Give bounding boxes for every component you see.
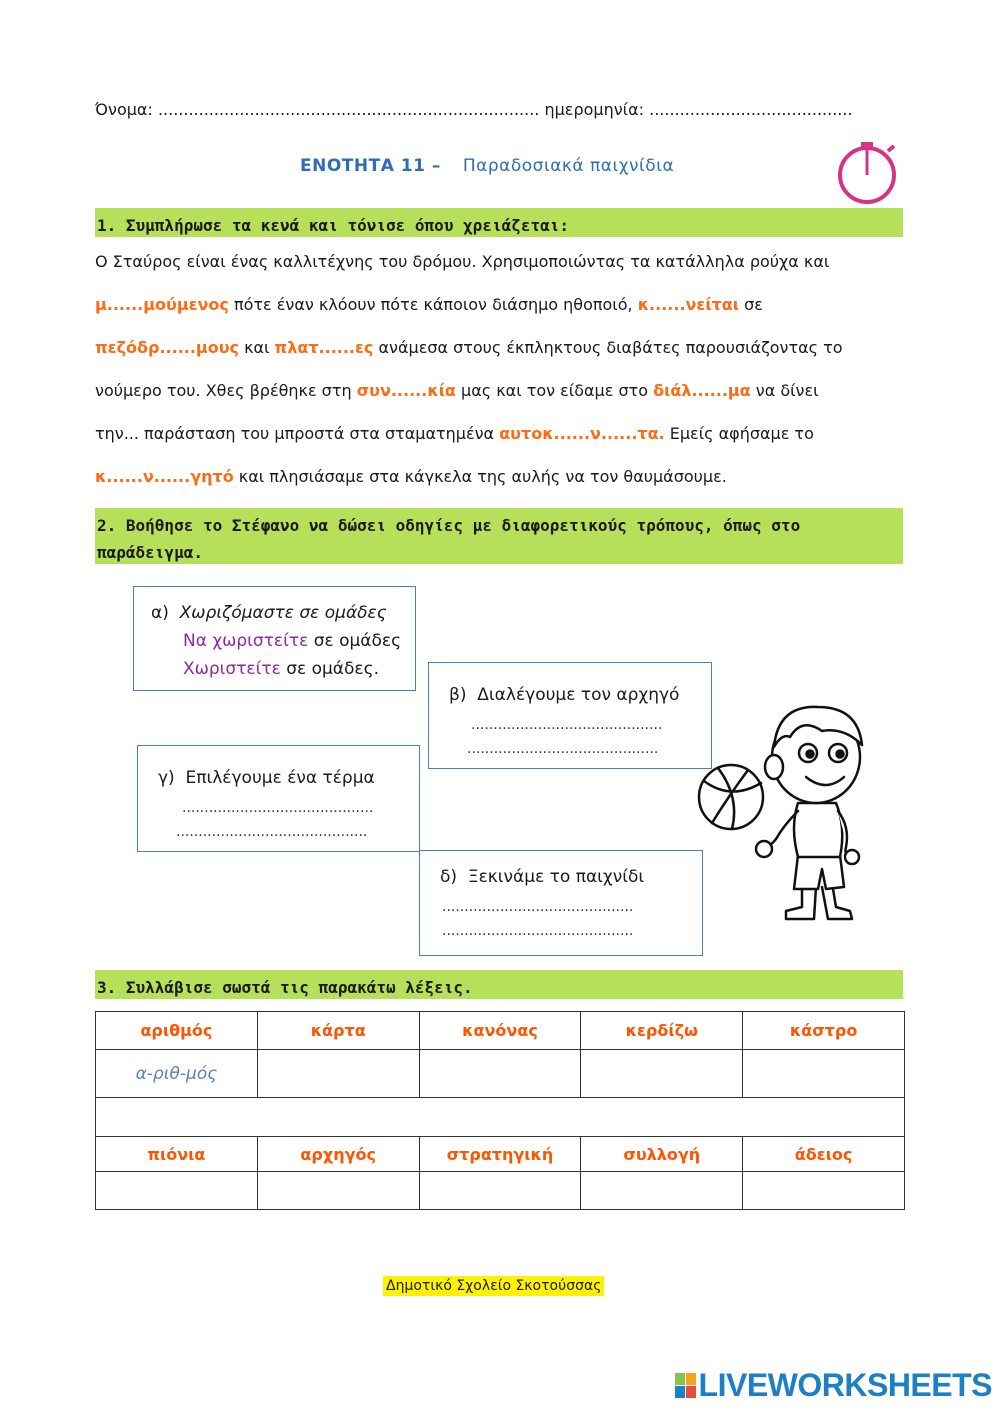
blank-word[interactable]: μ......μούμενος [95,295,229,314]
boy-basketball-illustration [694,697,906,927]
exercise-1-text [95,240,910,498]
box-label: β) [449,685,467,705]
answer-line[interactable]: ........................................... [176,824,368,840]
box-label: γ) [158,768,175,788]
spacer-cell [96,1098,905,1137]
instruction-box-a [133,586,416,691]
text-line [95,369,910,412]
header-line [95,100,853,119]
text-line [95,412,910,455]
text-span: σε [739,295,763,314]
example-word: Χωριστείτε [183,659,281,679]
blank-word[interactable]: διάλ......μα [653,381,751,400]
text-span: μας και τον είδαμε στο [455,381,654,400]
text-span: την... παράσταση του μπροστά στα σταματημένα [95,424,500,443]
answer-line[interactable]: ........................................... [442,923,634,939]
text-line [95,326,910,369]
prompt-text: Επιλέγουμε ένα τέρμα [185,768,375,788]
word-cell: άδειος [743,1137,905,1172]
table-row [96,1012,905,1050]
logo-blocks-icon [675,1370,697,1407]
word-cell: κάστρο [743,1012,905,1050]
exercise-2-heading: 2. Βοήθησε το Στέφανο να δώσει οδηγίες με διαφορετικούς τρόπους, όπως στο παράδειγμα. [95,508,903,564]
word-cell: κάρτα [257,1012,419,1050]
word-cell: στρατηγική [419,1137,581,1172]
answer-cell[interactable] [743,1050,905,1098]
unit-topic: Παραδοσιακά παιχνίδια [462,156,675,176]
table-row [96,1172,905,1210]
date-field[interactable]: ........................................ [649,100,853,119]
box-a-prompt: Χωριζόμαστε σε ομάδες [179,603,387,623]
text-span: να δίνει [750,381,819,400]
box-a-line [151,627,415,655]
answer-line[interactable]: ........................................... [471,717,663,733]
answer-line[interactable]: ........................................... [182,800,374,816]
table-row [96,1137,905,1172]
instruction-box-d [419,850,703,956]
text-span: σε ομάδες [308,631,402,651]
box-label: δ) [440,867,458,887]
answer-cell[interactable] [743,1172,905,1210]
table-row [96,1050,905,1098]
text-span: σε ομάδες. [280,659,379,679]
page-title [300,156,674,176]
name-field[interactable]: ........................................................................... [157,100,540,119]
box-label: α) [151,603,169,623]
prompt-text: Ξεκινάμε το παιχνίδι [467,867,645,887]
exercise-3-heading: 3. Συλλάβισε σωστά τις παρακάτω λέξεις. [95,970,903,999]
syllables-table [95,1011,905,1210]
instruction-box-b [428,662,712,769]
answer-line[interactable]: ........................................... [442,899,634,915]
example-word: Να χωριστείτε [183,631,309,651]
unit-number: ΕΝΟΤΗΤΑ 11 – [300,156,441,176]
table-row [96,1098,905,1137]
word-cell: κανόνας [419,1012,581,1050]
answer-cell[interactable] [257,1172,419,1210]
brand-text: LIVEWORKSHEETS [698,1367,992,1403]
answer-cell[interactable] [581,1050,743,1098]
blank-word[interactable]: αυτοκ......ν......τα. [499,424,665,443]
word-cell: αριθμός [96,1012,258,1050]
word-cell: κερδίζω [581,1012,743,1050]
blank-word[interactable]: κ......ν......γητό [95,467,234,486]
school-footer: Δημοτικό Σχολείο Σκοτούσσας [383,1276,604,1296]
prompt-text: Διαλέγουμε τον αρχηγό [477,685,680,705]
text-span: ανάμεσα στους έκπληκτους διαβάτες παρουσιάζοντας το [373,338,843,357]
word-cell: πιόνια [96,1137,258,1172]
text-line [95,455,910,498]
liveworksheets-logo [675,1367,992,1407]
text-span: και πλησιάσαμε στα κάγκελα της αυλής να τον θαυμάσουμε. [233,467,727,486]
exercise-1-heading: 1. Συμπλήρωσε τα κενά και τόνισε όπου χρειάζεται: [95,208,903,237]
word-cell: αρχηγός [257,1137,419,1172]
text-span: και [238,338,275,357]
word-cell: συλλογή [581,1137,743,1172]
box-b-prompt [449,677,711,713]
box-a-line [151,655,415,683]
text-line: Ο Σταύρος είναι ένας καλλιτέχνης του δρόμου. Χρησιμοποιώντας τα κατάλληλα ρούχα και [95,252,830,271]
blank-word[interactable]: πεζόδρ......μους [95,338,239,357]
blank-word[interactable]: κ......νείται [637,295,739,314]
date-label: ημερομηνία: [544,100,645,119]
blank-word[interactable]: συν......κία [356,381,456,400]
answer-cell[interactable] [419,1172,581,1210]
text-line [95,283,910,326]
box-a-line [151,599,415,627]
stopwatch-icon [834,139,904,205]
blank-word[interactable]: πλατ......ες [274,338,374,357]
text-span: πότε έναν κλόουν πότε κάποιον διάσημο ηθοποιό, [228,295,638,314]
example-answer-cell: α-ριθ-μός [96,1050,258,1098]
box-d-prompt [440,859,702,895]
instruction-box-c [137,745,420,852]
answer-cell[interactable] [581,1172,743,1210]
answer-cell[interactable] [96,1172,258,1210]
answer-line[interactable]: ........................................... [467,741,659,757]
answer-cell[interactable] [257,1050,419,1098]
answer-cell[interactable] [419,1050,581,1098]
text-span: Εμείς αφήσαμε το [664,424,814,443]
name-label: Όνομα: [95,100,153,119]
box-c-prompt [158,760,419,796]
text-span: νούμερο του. Χθες βρέθηκε στη [95,381,357,400]
